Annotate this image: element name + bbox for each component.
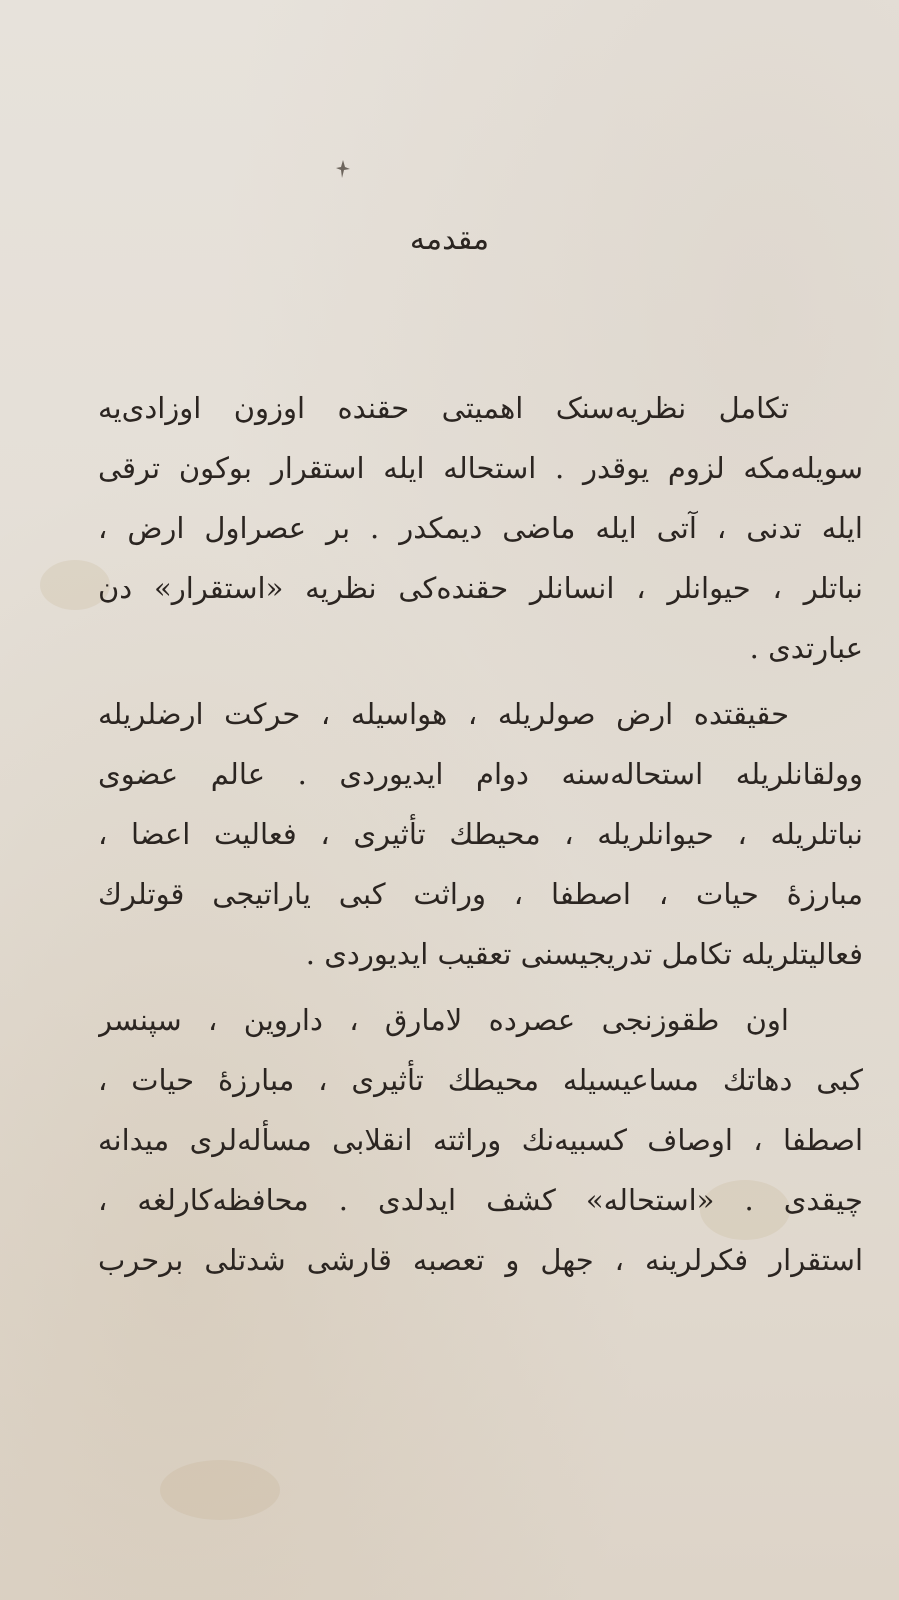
- text-line: اون طقوزنجی عصرده لامارق ، داروین ، سپنسر: [98, 1003, 789, 1037]
- body-text: [98, 378, 863, 1290]
- text-line: نباتلر ، حیوانلر ، انسانلر حقنده‌کی نظریه «استقرار» دن: [98, 571, 863, 605]
- text-line: نباتلریله ، حیوانلریله ، محیطك تأثیری ، فعالیت اعضا ،: [98, 817, 863, 851]
- text-line: سویله‌مکه لزوم یوقدر . استحاله ایله استقرار بوکون ترقی: [98, 451, 863, 485]
- text-line: ایله تدنی ، آتی ایله ماضی دیمکدر . بر عصراول ارض ،: [98, 511, 863, 545]
- text-line: حقیقتده ارض صولریله ، هواسیله ، حرکت ارضلریله: [98, 697, 789, 731]
- text-line: اصطفا ، اوصاف کسبیه‌نك وراثته انقلابی مسأله‌لری میدانه: [98, 1123, 863, 1157]
- text-line: مبارزهٔ حیات ، اصطفا ، وراثت کبی یاراتیجی قوتلرك: [98, 877, 863, 911]
- ink-speck-mark: [336, 160, 350, 178]
- text-line: کبی دهاتك مساعیسیله محیطك تأثیری ، مبارزهٔ حیات ،: [98, 1063, 863, 1097]
- text-line: فعالیتلریله تکامل تدریجیسنی تعقیب ایدیوردی .: [305, 937, 863, 971]
- text-line: وولقانلریله استحاله‌سنه دوام ایدیوردی . عالم عضوی: [98, 757, 863, 791]
- text-line: عبارتدی .: [749, 631, 863, 665]
- paragraph-3: [98, 990, 863, 1290]
- paper-stain: [160, 1460, 280, 1520]
- text-line: تکامل نظریه‌سنک اهمیتی حقنده اوزون اوزادی‌یه: [98, 391, 789, 425]
- paragraph-1: [98, 378, 863, 678]
- text-line: چیقدی . «استحاله» کشف ایدلدی . محافظه‌کارلغه ،: [98, 1183, 863, 1217]
- paragraph-2: [98, 684, 863, 984]
- page-heading: مقدمه: [409, 222, 490, 257]
- text-line: استقرار فکرلرینه ، جهل و تعصبه قارشی شدتلی برحرب: [98, 1243, 863, 1277]
